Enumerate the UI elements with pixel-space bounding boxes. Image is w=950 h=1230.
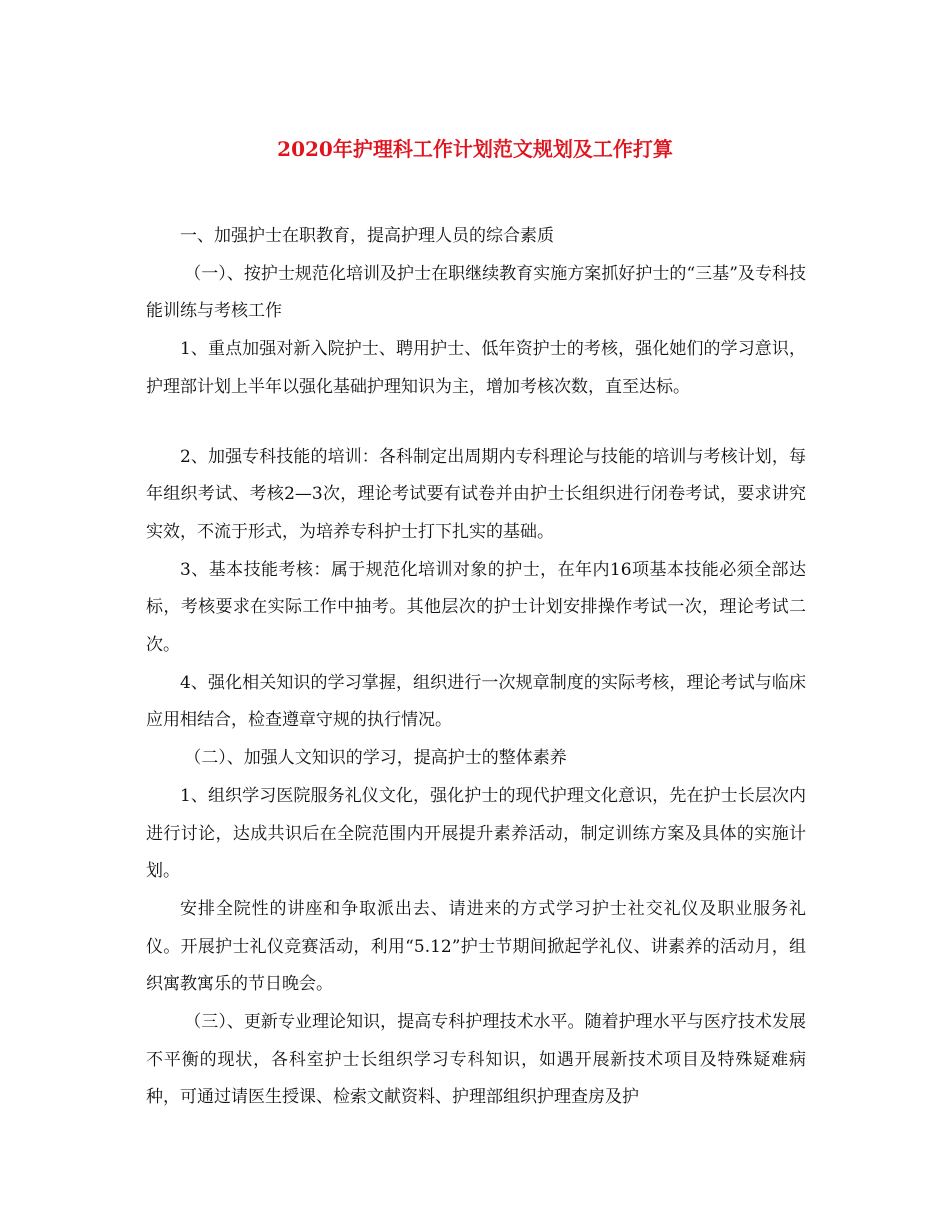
paragraph-item-3: 3、基本技能考核：属于规范化培训对象的护士，在年内16项基本技能必须全部达标，考核要求在实际工作中抽考。其他层次的护士计划安排操作考试一次，理论考试二次。 (146, 559, 806, 656)
subsection-heading-3: （三）、更新专业理论知识，提高专科护理技术水平。随着护理水平与医疗技术发展不平衡的现状，各科室护士长组织学习专科知识，如遇开展新技术项目及特殊疑难病种，可通过请医生授课、检索文献资料、护理部组织护理查房及护 (146, 1012, 806, 1108)
subsection-heading-1: （一）、按护士规范化培训及护士在职继续教育实施方案抓好护士的“三基”及专科技能训练与考核工作 (146, 263, 806, 322)
document-body (146, 218, 806, 1117)
paragraph-item-2: 2、加强专科技能的培训：各科制定出周期内专科理论与技能的培训与考核计划，每年组织考试、考核2—3次，理论考试要有试卷并由护士长组织进行闭卷考试，要求讲究实效，不流于形式，为培养专科护士打下扎实的基础。 (146, 446, 806, 542)
document-title: 2020年护理科工作计划范文规划及工作打算 (277, 137, 673, 161)
paragraph-item-4: 4、强化相关知识的学习掌握，组织进行一次规章制度的实际考核，理论考试与临床应用相结合，检查遵章守规的执行情况。 (146, 672, 806, 731)
paragraph-item-6: 安排全院性的讲座和争取派出去、请进来的方式学习护士社交礼仪及职业服务礼仪。开展护士礼仪竞赛活动，利用“5.12”护士节期间掀起学礼仪、讲素养的活动月，组织寓教寓乐的节日晚会。 (146, 898, 806, 995)
paragraph-item-5: 1、组织学习医院服务礼仪文化，强化护士的现代护理文化意识，先在护士长层次内进行讨论，达成共识后在全院范围内开展提升素养活动，制定训练方案及具体的实施计划。 (146, 785, 806, 882)
subsection-heading-2: （二）、加强人文知识的学习，提高护士的整体素养 (184, 748, 567, 769)
section-heading-1: 一、加强护士在职教育，提高护理人员的综合素质 (180, 226, 554, 246)
paragraph-item-1: 1、重点加强对新入院护士、聘用护士、低年资护士的考核，强化她们的学习意识，护理部计划上半年以强化基础护理知识为主，增加考核次数，直至达标。 (146, 339, 806, 397)
